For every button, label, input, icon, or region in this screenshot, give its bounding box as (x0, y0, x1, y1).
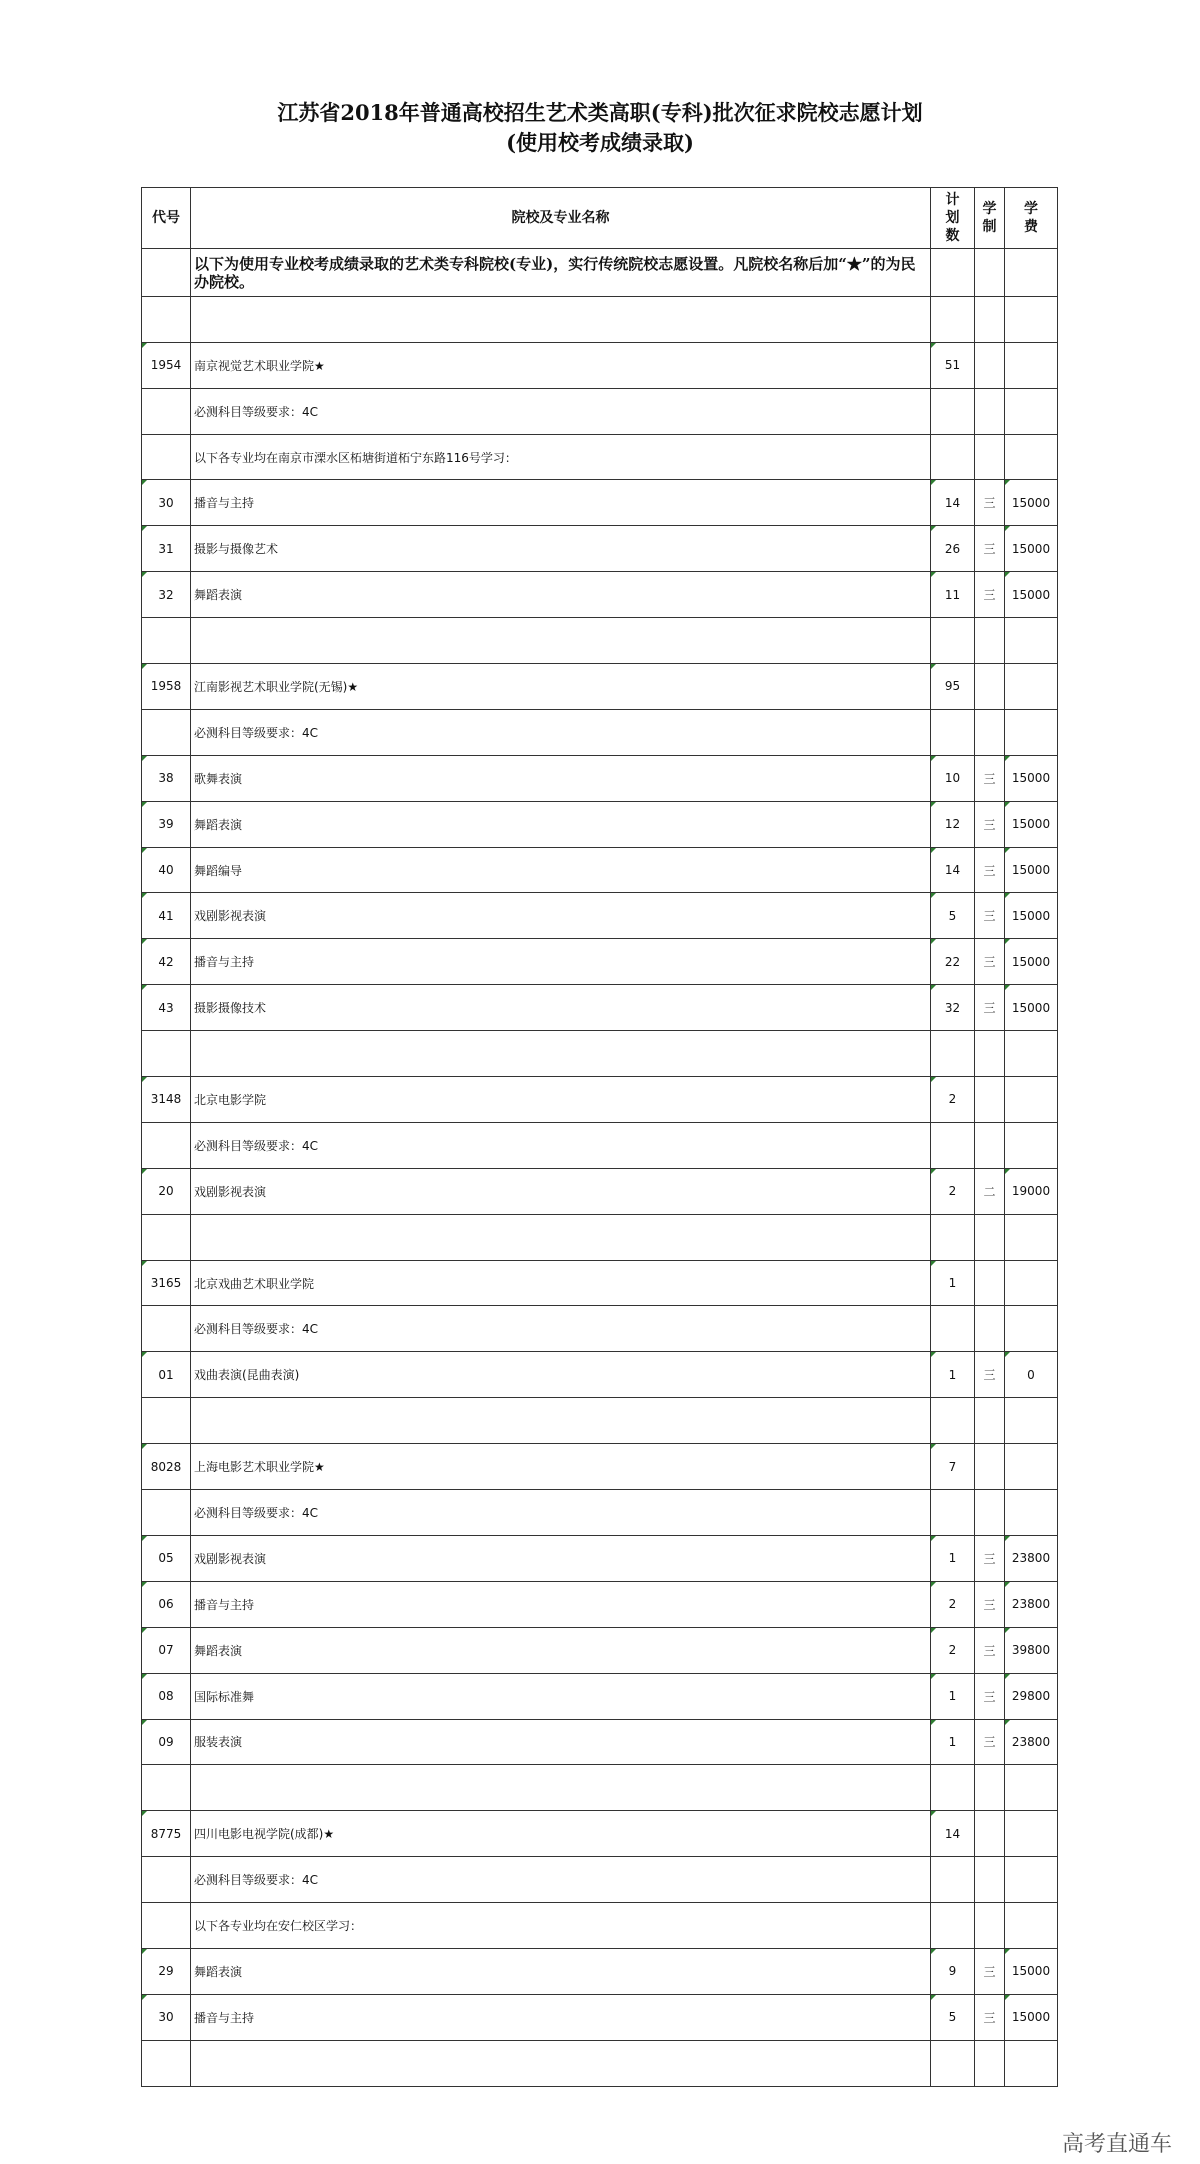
major-plan: 1 (931, 1535, 975, 1581)
major-name: 舞蹈表演 (191, 1948, 931, 1994)
blank-code-cell (142, 1214, 191, 1260)
blank-row (142, 1765, 1058, 1811)
note-plan-cell (931, 1490, 975, 1536)
blank-name-cell (191, 1031, 931, 1077)
major-years: 三 (975, 480, 1005, 526)
school-plan: 2 (931, 1077, 975, 1123)
table-header-row (142, 188, 1058, 249)
blank-years-cell (975, 1031, 1005, 1077)
blank-fee-cell (1005, 1765, 1058, 1811)
school-plan: 95 (931, 664, 975, 710)
major-fee: 15000 (1005, 1948, 1058, 1994)
note-fee-cell (1005, 434, 1058, 480)
major-years: 三 (975, 1581, 1005, 1627)
note-text: 必测科目等级要求：4C (191, 1857, 931, 1903)
school-years (975, 664, 1005, 710)
major-code: 31 (142, 526, 191, 572)
major-code: 41 (142, 893, 191, 939)
major-code: 42 (142, 939, 191, 985)
major-years: 三 (975, 1352, 1005, 1398)
major-code: 43 (142, 985, 191, 1031)
major-plan: 11 (931, 572, 975, 618)
major-name: 播音与主持 (191, 1994, 931, 2040)
blank-row (142, 2040, 1058, 2086)
major-fee: 15000 (1005, 847, 1058, 893)
major-row (142, 1673, 1058, 1719)
major-fee: 23800 (1005, 1581, 1058, 1627)
major-name: 舞蹈表演 (191, 1627, 931, 1673)
blank-code-cell (142, 1398, 191, 1444)
major-name: 舞蹈编导 (191, 847, 931, 893)
note-text: 必测科目等级要求：4C (191, 1490, 931, 1536)
school-name: 四川电影电视学院(成都)★ (191, 1811, 931, 1857)
school-plan: 7 (931, 1444, 975, 1490)
note-years-cell (975, 1306, 1005, 1352)
major-row (142, 1948, 1058, 1994)
major-years: 三 (975, 572, 1005, 618)
major-row (142, 1627, 1058, 1673)
major-name: 戏曲表演(昆曲表演) (191, 1352, 931, 1398)
note-code-cell (142, 709, 191, 755)
school-fee (1005, 1260, 1058, 1306)
major-row (142, 755, 1058, 801)
major-plan: 14 (931, 480, 975, 526)
document-subtitle: (使用校考成绩录取) (506, 130, 694, 155)
note-fee-cell (1005, 1857, 1058, 1903)
major-plan: 5 (931, 1994, 975, 2040)
note-fee-cell (1005, 1306, 1058, 1352)
blank-fee-cell (1005, 2040, 1058, 2086)
major-code: 40 (142, 847, 191, 893)
major-name: 戏剧影视表演 (191, 893, 931, 939)
major-plan: 1 (931, 1352, 975, 1398)
school-years (975, 1811, 1005, 1857)
major-row (142, 1535, 1058, 1581)
blank-plan-cell (931, 2040, 975, 2086)
major-plan: 5 (931, 893, 975, 939)
major-code: 30 (142, 480, 191, 526)
intro-years-cell (975, 249, 1005, 297)
blank-years-cell (975, 618, 1005, 664)
major-name: 戏剧影视表演 (191, 1168, 931, 1214)
school-code: 3165 (142, 1260, 191, 1306)
major-years: 二 (975, 1168, 1005, 1214)
note-row (142, 1490, 1058, 1536)
major-plan: 10 (931, 755, 975, 801)
school-row (142, 1260, 1058, 1306)
note-code-cell (142, 1490, 191, 1536)
blank-fee-cell (1005, 1398, 1058, 1444)
note-row (142, 1122, 1058, 1168)
note-code-cell (142, 434, 191, 480)
blank-plan-cell (931, 1398, 975, 1444)
major-fee: 39800 (1005, 1627, 1058, 1673)
note-years-cell (975, 709, 1005, 755)
major-fee: 15000 (1005, 985, 1058, 1031)
intro-note-row (142, 249, 1058, 297)
school-name: 上海电影艺术职业学院★ (191, 1444, 931, 1490)
major-row (142, 526, 1058, 572)
blank-years-cell (975, 296, 1005, 342)
major-fee: 15000 (1005, 526, 1058, 572)
note-row (142, 709, 1058, 755)
school-fee (1005, 1444, 1058, 1490)
note-years-cell (975, 388, 1005, 434)
major-code: 30 (142, 1994, 191, 2040)
blank-name-cell (191, 296, 931, 342)
major-years: 三 (975, 1673, 1005, 1719)
school-row (142, 1444, 1058, 1490)
note-plan-cell (931, 1306, 975, 1352)
blank-name-cell (191, 618, 931, 664)
note-text: 必测科目等级要求：4C (191, 388, 931, 434)
blank-code-cell (142, 618, 191, 664)
school-code: 8775 (142, 1811, 191, 1857)
note-code-cell (142, 1857, 191, 1903)
note-text: 以下各专业均在南京市溧水区柘塘街道柘宁东路116号学习： (191, 434, 931, 480)
major-code: 08 (142, 1673, 191, 1719)
major-fee: 15000 (1005, 801, 1058, 847)
school-years (975, 1444, 1005, 1490)
major-fee: 15000 (1005, 755, 1058, 801)
school-fee (1005, 1811, 1058, 1857)
note-fee-cell (1005, 709, 1058, 755)
blank-fee-cell (1005, 1031, 1058, 1077)
major-code: 39 (142, 801, 191, 847)
school-fee (1005, 1077, 1058, 1123)
school-years (975, 342, 1005, 388)
major-code: 09 (142, 1719, 191, 1765)
school-plan: 1 (931, 1260, 975, 1306)
school-fee (1005, 342, 1058, 388)
blank-years-cell (975, 2040, 1005, 2086)
major-plan: 26 (931, 526, 975, 572)
major-plan: 32 (931, 985, 975, 1031)
note-fee-cell (1005, 388, 1058, 434)
major-row (142, 985, 1058, 1031)
major-years: 三 (975, 893, 1005, 939)
intro-plan-cell (931, 249, 975, 297)
school-code: 8028 (142, 1444, 191, 1490)
major-fee: 23800 (1005, 1719, 1058, 1765)
major-name: 播音与主持 (191, 1581, 931, 1627)
major-fee: 29800 (1005, 1673, 1058, 1719)
note-plan-cell (931, 388, 975, 434)
blank-plan-cell (931, 1031, 975, 1077)
major-row (142, 939, 1058, 985)
blank-name-cell (191, 1398, 931, 1444)
note-row (142, 1306, 1058, 1352)
major-code: 06 (142, 1581, 191, 1627)
school-code: 3148 (142, 1077, 191, 1123)
major-plan: 12 (931, 801, 975, 847)
header-years: 学 制 (975, 188, 1005, 249)
major-name: 歌舞表演 (191, 755, 931, 801)
blank-plan-cell (931, 1214, 975, 1260)
major-fee: 19000 (1005, 1168, 1058, 1214)
school-row (142, 1811, 1058, 1857)
note-fee-cell (1005, 1490, 1058, 1536)
major-row (142, 1719, 1058, 1765)
blank-years-cell (975, 1765, 1005, 1811)
note-fee-cell (1005, 1122, 1058, 1168)
note-row (142, 388, 1058, 434)
blank-code-cell (142, 1765, 191, 1811)
note-plan-cell (931, 1857, 975, 1903)
note-row (142, 1857, 1058, 1903)
blank-name-cell (191, 2040, 931, 2086)
note-text: 以下各专业均在安仁校区学习： (191, 1903, 931, 1949)
blank-code-cell (142, 2040, 191, 2086)
school-plan: 14 (931, 1811, 975, 1857)
admission-plan-table (141, 187, 1058, 2087)
header-fee: 学 费 (1005, 188, 1058, 249)
note-row (142, 434, 1058, 480)
school-name: 北京戏曲艺术职业学院 (191, 1260, 931, 1306)
header-plan: 计 划 数 (931, 188, 975, 249)
major-years: 三 (975, 1535, 1005, 1581)
note-years-cell (975, 1857, 1005, 1903)
note-years-cell (975, 1122, 1005, 1168)
blank-row (142, 296, 1058, 342)
note-plan-cell (931, 709, 975, 755)
major-plan: 2 (931, 1168, 975, 1214)
major-row (142, 1581, 1058, 1627)
school-code: 1954 (142, 342, 191, 388)
note-row (142, 1903, 1058, 1949)
blank-row (142, 618, 1058, 664)
major-row (142, 847, 1058, 893)
major-row (142, 1168, 1058, 1214)
school-fee (1005, 664, 1058, 710)
major-row (142, 893, 1058, 939)
major-name: 摄影与摄像艺术 (191, 526, 931, 572)
school-name: 江南影视艺术职业学院(无锡)★ (191, 664, 931, 710)
major-plan: 2 (931, 1627, 975, 1673)
major-code: 05 (142, 1535, 191, 1581)
major-years: 三 (975, 985, 1005, 1031)
intro-fee-cell (1005, 249, 1058, 297)
note-code-cell (142, 388, 191, 434)
major-row (142, 572, 1058, 618)
note-plan-cell (931, 1122, 975, 1168)
major-name: 国际标准舞 (191, 1673, 931, 1719)
major-years: 三 (975, 1948, 1005, 1994)
major-name: 服装表演 (191, 1719, 931, 1765)
note-plan-cell (931, 434, 975, 480)
school-name: 南京视觉艺术职业学院★ (191, 342, 931, 388)
major-fee: 0 (1005, 1352, 1058, 1398)
watermark: 高考直通车 (1061, 2132, 1172, 2157)
note-text: 必测科目等级要求：4C (191, 1306, 931, 1352)
school-years (975, 1077, 1005, 1123)
school-code: 1958 (142, 664, 191, 710)
major-fee: 15000 (1005, 480, 1058, 526)
school-plan: 51 (931, 342, 975, 388)
major-fee: 15000 (1005, 939, 1058, 985)
major-fee: 15000 (1005, 1994, 1058, 2040)
note-text: 必测科目等级要求：4C (191, 1122, 931, 1168)
blank-code-cell (142, 296, 191, 342)
blank-fee-cell (1005, 1214, 1058, 1260)
major-plan: 1 (931, 1673, 975, 1719)
note-years-cell (975, 1903, 1005, 1949)
major-years: 三 (975, 801, 1005, 847)
major-name: 舞蹈表演 (191, 801, 931, 847)
note-code-cell (142, 1306, 191, 1352)
note-years-cell (975, 434, 1005, 480)
header-code: 代号 (142, 188, 191, 249)
blank-plan-cell (931, 618, 975, 664)
intro-code-cell (142, 249, 191, 297)
major-row (142, 801, 1058, 847)
note-code-cell (142, 1903, 191, 1949)
major-row (142, 480, 1058, 526)
major-years: 三 (975, 939, 1005, 985)
blank-plan-cell (931, 1765, 975, 1811)
blank-row (142, 1031, 1058, 1077)
major-plan: 9 (931, 1948, 975, 1994)
major-years: 三 (975, 755, 1005, 801)
blank-name-cell (191, 1214, 931, 1260)
major-fee: 15000 (1005, 893, 1058, 939)
major-fee: 15000 (1005, 572, 1058, 618)
major-plan: 1 (931, 1719, 975, 1765)
blank-name-cell (191, 1765, 931, 1811)
school-row (142, 664, 1058, 710)
major-name: 戏剧影视表演 (191, 1535, 931, 1581)
major-years: 三 (975, 847, 1005, 893)
note-code-cell (142, 1122, 191, 1168)
major-code: 29 (142, 1948, 191, 1994)
major-plan: 14 (931, 847, 975, 893)
blank-plan-cell (931, 296, 975, 342)
note-fee-cell (1005, 1903, 1058, 1949)
note-years-cell (975, 1490, 1005, 1536)
major-name: 摄影摄像技术 (191, 985, 931, 1031)
major-name: 舞蹈表演 (191, 572, 931, 618)
school-row (142, 342, 1058, 388)
major-code: 07 (142, 1627, 191, 1673)
major-name: 播音与主持 (191, 939, 931, 985)
major-code: 38 (142, 755, 191, 801)
school-name: 北京电影学院 (191, 1077, 931, 1123)
header-name: 院校及专业名称 (191, 188, 931, 249)
blank-row (142, 1398, 1058, 1444)
blank-code-cell (142, 1031, 191, 1077)
blank-years-cell (975, 1214, 1005, 1260)
major-fee: 23800 (1005, 1535, 1058, 1581)
major-code: 01 (142, 1352, 191, 1398)
major-row (142, 1994, 1058, 2040)
major-years: 三 (975, 526, 1005, 572)
major-row (142, 1352, 1058, 1398)
major-code: 20 (142, 1168, 191, 1214)
document-title: 江苏省2018年普通高校招生艺术类高职(专科)批次征求院校志愿计划 (277, 100, 923, 125)
major-plan: 2 (931, 1581, 975, 1627)
major-code: 32 (142, 572, 191, 618)
blank-row (142, 1214, 1058, 1260)
school-row (142, 1077, 1058, 1123)
intro-note: 以下为使用专业校考成绩录取的艺术类专科院校(专业)，实行传统院校志愿设置。凡院校名称后加“★”的为民办院校。 (191, 249, 931, 297)
blank-years-cell (975, 1398, 1005, 1444)
blank-fee-cell (1005, 296, 1058, 342)
major-years: 三 (975, 1994, 1005, 2040)
note-text: 必测科目等级要求：4C (191, 709, 931, 755)
note-plan-cell (931, 1903, 975, 1949)
major-years: 三 (975, 1719, 1005, 1765)
major-plan: 22 (931, 939, 975, 985)
major-name: 播音与主持 (191, 480, 931, 526)
blank-fee-cell (1005, 618, 1058, 664)
school-years (975, 1260, 1005, 1306)
major-years: 三 (975, 1627, 1005, 1673)
